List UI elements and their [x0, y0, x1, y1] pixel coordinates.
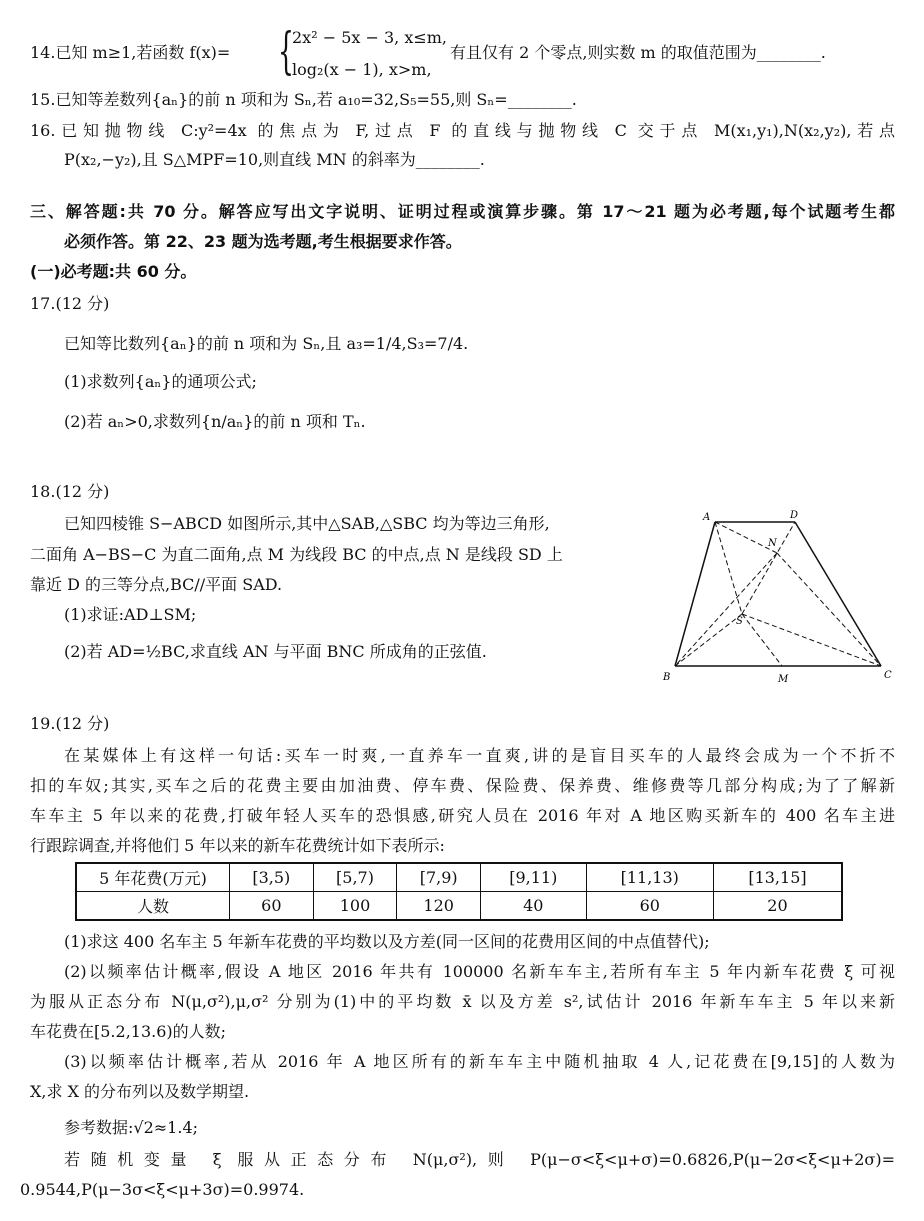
table-cell: [11,13)	[586, 863, 713, 892]
label-C: C	[884, 670, 892, 681]
section3-heading: 三、解答题:共 70 分。解答应写出文字说明、证明过程或演算步骤。第 17～21 题为必考题,每个试题考生都	[30, 202, 895, 221]
q19-part1: (1)求这 400 名车主 5 年新车花费的平均数以及方差(同一区间的花费用区间的中点值替代);	[64, 932, 710, 951]
q19-part2-line1: (2)以频率估计概率,假设 A 地区 2016 年共有 100000 名新车车主,若所有车主 5 年内新车花费 ξ 可视	[64, 962, 895, 981]
q19-line2: 扣的车奴;其实,买车之后的花费主要由加油费、停车费、保险费、保养费、维修费等几部分构成;为了了解新	[30, 776, 895, 795]
q16-line2: P(x₂,−y₂),且 S△MPF=10,则直线 MN 的斜率为________.	[64, 150, 485, 169]
table-header-row	[76, 863, 842, 892]
section3-heading-cont: 必须作答。第 22、23 题为选考题,考生根据要求作答。	[64, 232, 462, 251]
q14-case2: log₂(x − 1), x>m,	[292, 60, 432, 79]
edge-SD	[742, 522, 795, 614]
q18-part1: (1)求证:AD⊥SM;	[64, 605, 197, 624]
table-cell: 100	[313, 892, 397, 921]
label-S: S	[736, 616, 743, 627]
label-M: M	[778, 674, 789, 685]
q15-text: 15.已知等差数列{aₙ}的前 n 项和为 Sₙ,若 a₁₀=32,S₅=55,则 Sₙ=________.	[30, 90, 577, 109]
q18-line1: 已知四棱锥 S−ABCD 如图所示,其中△SAB,△SBC 均为等边三角形,	[64, 514, 550, 533]
edge-AS	[715, 522, 742, 614]
q14-prefix: 14.已知 m≥1,若函数 f(x)=	[30, 43, 231, 62]
table-cell: [7,9)	[397, 863, 481, 892]
q19-part2-line3: 车花费在[5.2,13.6)的人数;	[30, 1022, 227, 1041]
q19-part2-line2: 为服从正态分布 N(μ,σ²),μ,σ² 分别为(1)中的平均数 x̄ 以及方差 s²,试估计 2016 年新车车主 5 年以来新	[30, 992, 895, 1011]
table-cell: 5 年花费(万元)	[76, 863, 230, 892]
piecewise-brace: {	[277, 22, 294, 80]
q17-stem: 已知等比数列{aₙ}的前 n 项和为 Sₙ,且 a₃=1/4,S₃=7/4.	[64, 334, 469, 353]
q18-line3: 靠近 D 的三等分点,BC//平面 SAD.	[30, 575, 283, 594]
q19-line1: 在某媒体上有这样一句话:买车一时爽,一直养车一直爽,讲的是盲目买车的人最终会成为一个不折不	[64, 746, 895, 765]
table-cell: [5,7)	[313, 863, 397, 892]
q19-part3-line2: X,求 X 的分布列以及数学期望.	[30, 1082, 250, 1101]
table-cell: 60	[586, 892, 713, 921]
q14-case1: 2x² − 5x − 3, x≤m,	[292, 28, 448, 47]
edge-SB	[675, 614, 742, 666]
q17-part1: (1)求数列{aₙ}的通项公式;	[64, 372, 257, 391]
q19-head: 19.(12 分)	[30, 714, 110, 733]
table-cell: 120	[397, 892, 481, 921]
edge-NC	[777, 553, 881, 666]
table-row	[76, 892, 842, 921]
q19-line3: 车车主 5 年以来的花费,打破年轻人买车的恐惧感,研究人员在 2016 年对 A 地区购买新车的 400 名车主进	[30, 806, 895, 825]
section3-subheading: (一)必考题:共 60 分。	[30, 262, 197, 281]
label-N: N	[768, 538, 777, 549]
q17-part2: (2)若 aₙ>0,求数列{n/aₙ}的前 n 项和 Tₙ.	[64, 412, 366, 431]
table-cell: 60	[230, 892, 314, 921]
q19-line4: 行跟踪调查,并将他们 5 年以来的新车花费统计如下表所示:	[30, 836, 445, 855]
q19-reference-3: 0.9544,P(μ−3σ<ξ<μ+3σ)=0.9974.	[20, 1180, 305, 1199]
q14-suffix: 有且仅有 2 个零点,则实数 m 的取值范围为________.	[450, 43, 826, 62]
label-D: D	[790, 510, 799, 521]
q18-head: 18.(12 分)	[30, 482, 110, 501]
table-cell: 20	[713, 892, 842, 921]
edge-SM	[742, 614, 782, 666]
q18-part2: (2)若 AD=½BC,求直线 AN 与平面 BNC 所成角的正弦值.	[64, 642, 487, 661]
q19-reference-1: 参考数据:√2≈1.4;	[64, 1118, 199, 1137]
cost-table	[75, 862, 843, 921]
label-B: B	[663, 672, 671, 683]
table-cell: [13,15]	[713, 863, 842, 892]
edge-DC	[795, 522, 881, 666]
q16-line1: 16.已知抛物线 C:y²=4x 的焦点为 F,过点 F 的直线与抛物线 C 交于点 M(x₁,y₁),N(x₂,y₂),若点	[30, 121, 895, 140]
table-cell: 40	[481, 892, 587, 921]
edge-SC	[742, 614, 881, 666]
table-cell: 人数	[76, 892, 230, 921]
label-A: A	[703, 512, 711, 523]
q18-line2: 二面角 A−BS−C 为直二面角,点 M 为线段 BC 的中点,点 N 是线段 SD 上	[30, 545, 563, 564]
q19-part3-line1: (3)以频率估计概率,若从 2016 年 A 地区所有的新车车主中随机抽取 4 人,记花费在[9,15]的人数为	[64, 1052, 895, 1071]
q17-head: 17.(12 分)	[30, 294, 110, 313]
table-cell: [9,11)	[481, 863, 587, 892]
q19-reference-2: 若随机变量 ξ 服从正态分布 N(μ,σ²),则 P(μ−σ<ξ<μ+σ)=0.6826,P(μ−2σ<ξ<μ+2σ)=	[64, 1150, 895, 1169]
table-cell: [3,5)	[230, 863, 314, 892]
